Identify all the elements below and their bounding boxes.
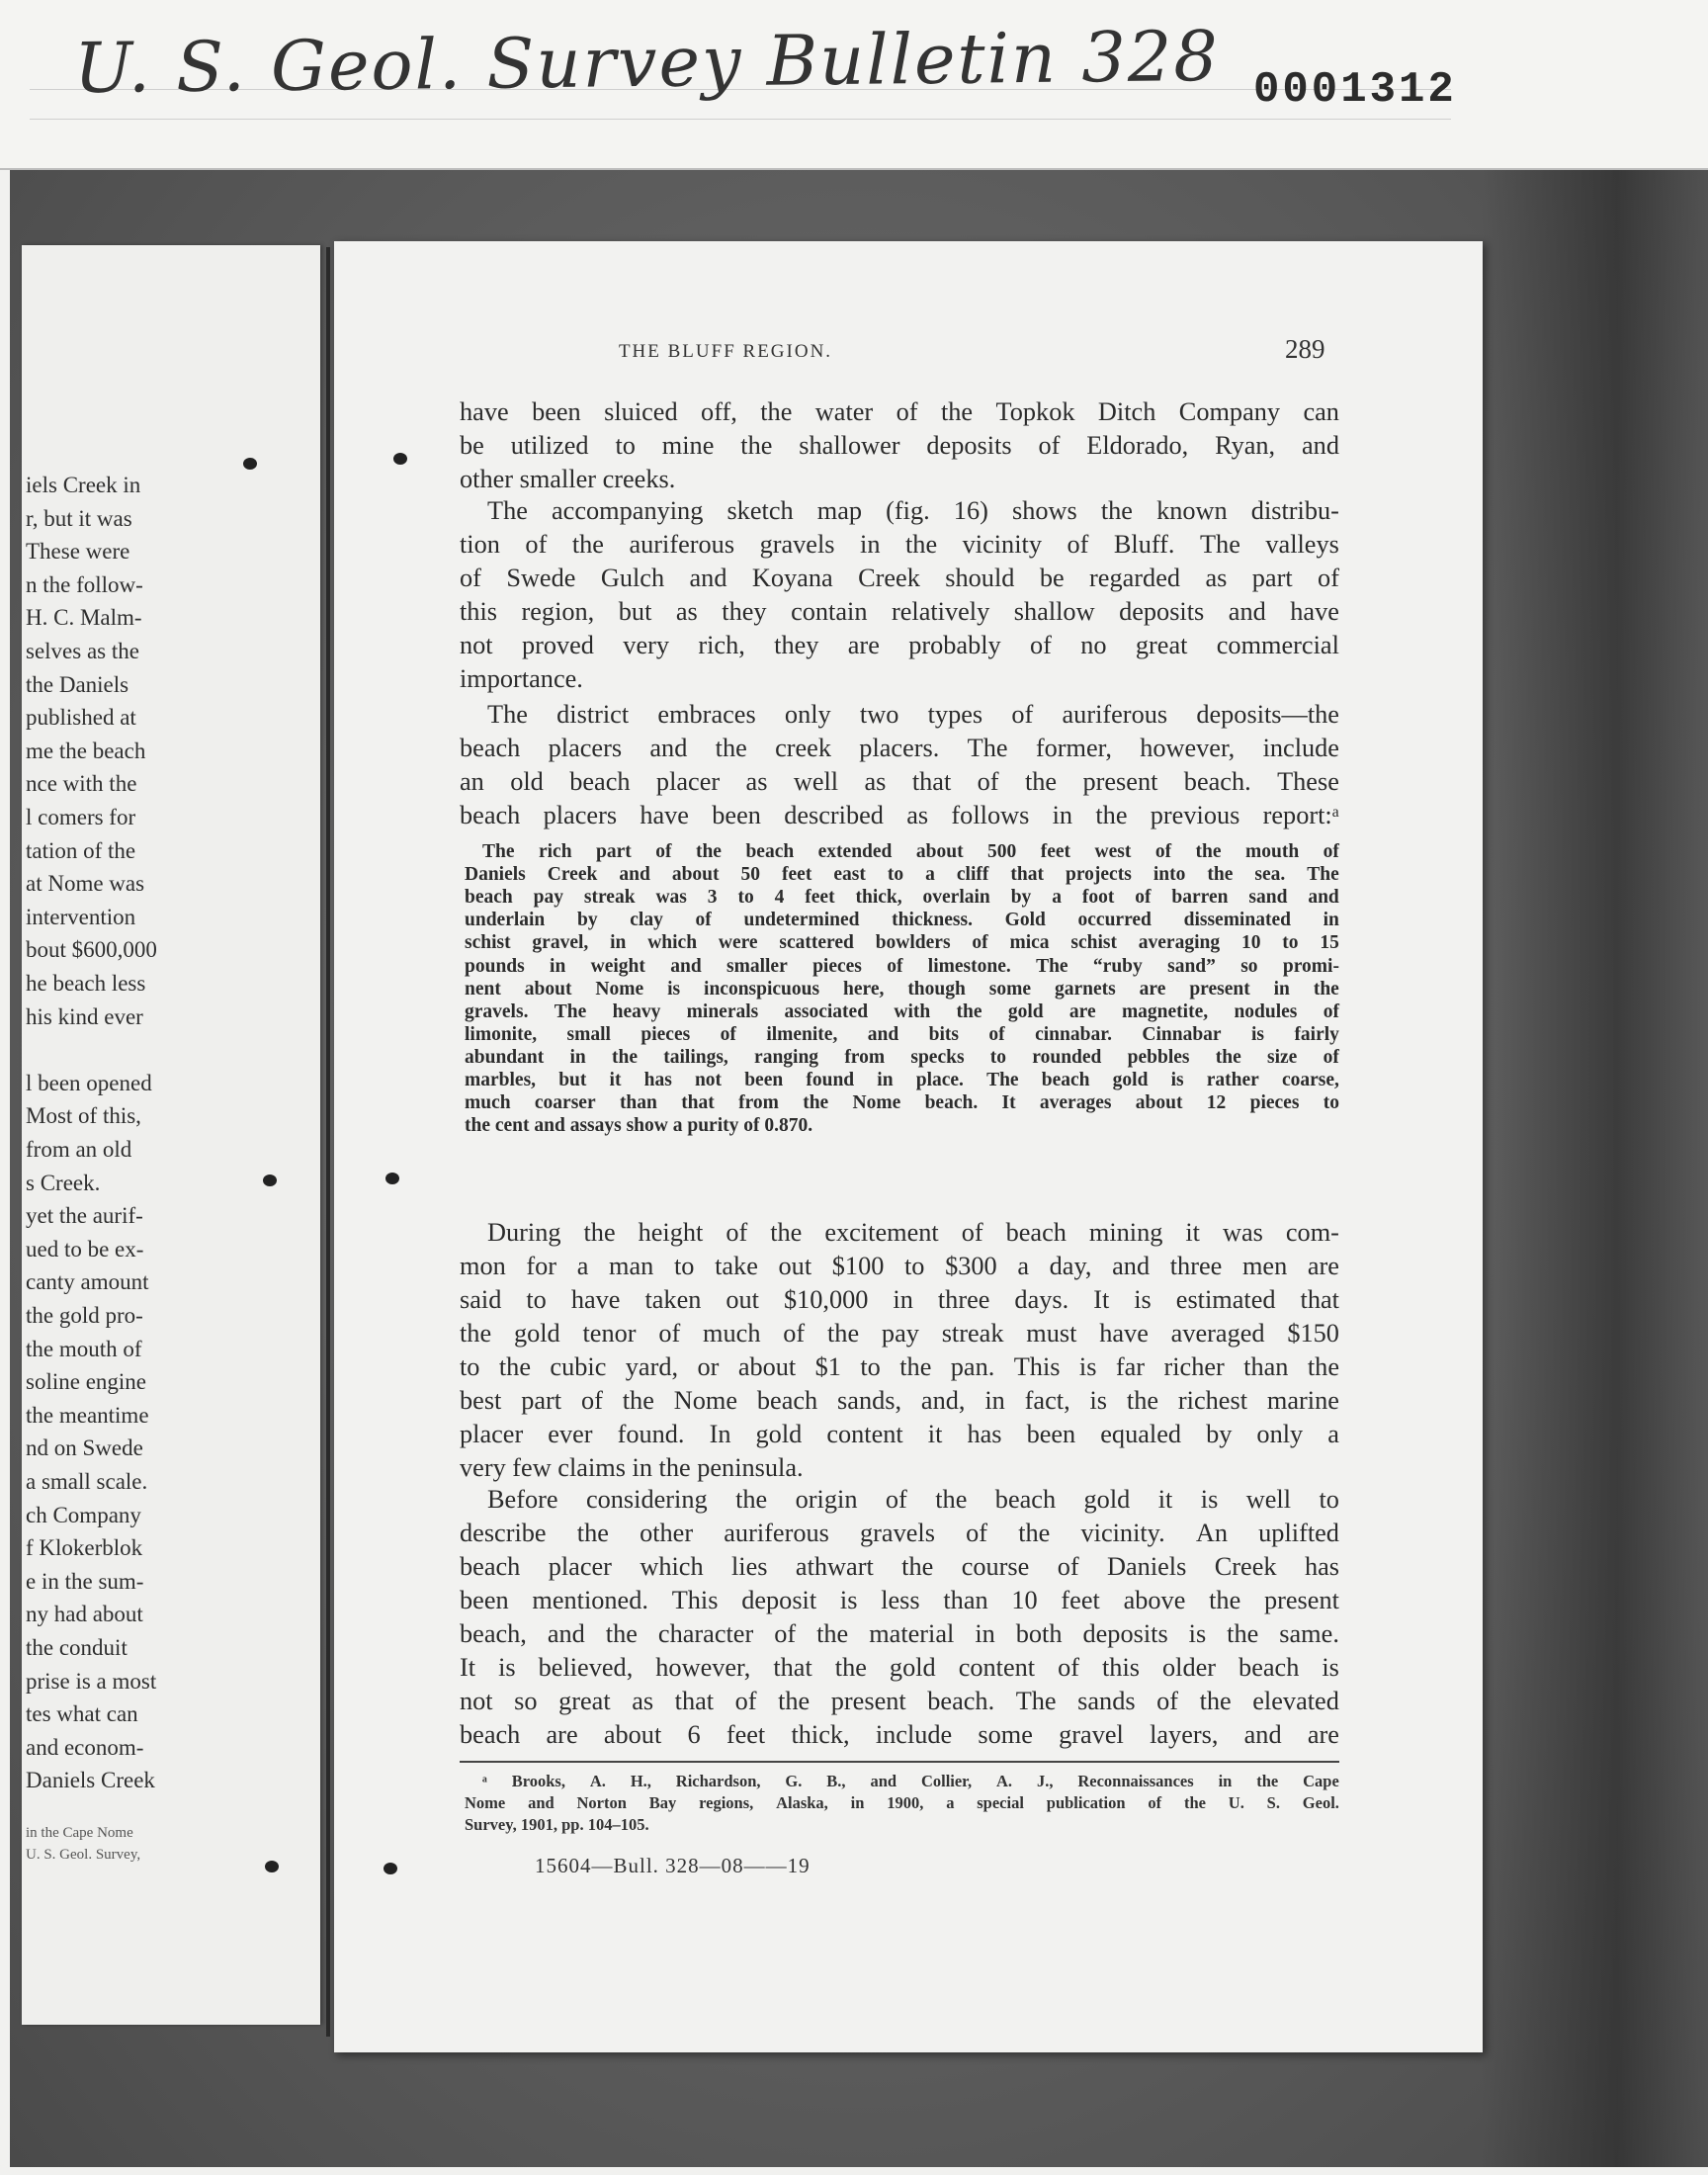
paragraph-1-line: be utilized to mine the shallower deposits of Eldorado, Ryan, and (460, 431, 1339, 460)
paragraph-1-line: have been sluiced off, the water of the Topkok Ditch Company can (460, 397, 1339, 426)
binding-hole (384, 1863, 397, 1874)
paragraph-4-line: said to have taken out $10,000 in three days. It is estimated that (460, 1285, 1339, 1314)
quote-line: nent about Nome is inconspicuous here, though some garnets are present in the (465, 978, 1339, 1000)
left-page-line: Most of this, (26, 1103, 141, 1129)
paragraph-5-line: beach, and the character of the material in both deposits is the same. (460, 1619, 1339, 1648)
quote-line: underlain by clay of undetermined thickness. Gold occurred disseminated in (465, 910, 1339, 931)
quote-line: gravels. The heavy minerals associated with the gold are magnetite, nodules of (465, 1000, 1339, 1022)
paragraph-2-line: not proved very rich, they are probably of no great commercial (460, 631, 1339, 659)
left-page-line: ued to be ex- (26, 1236, 144, 1262)
left-page-line: soline engine (26, 1369, 146, 1395)
handwritten-title: U. S. Geol. Survey Bulletin 328 (73, 15, 1221, 110)
left-page-footnote-line: U. S. Geol. Survey, (26, 1847, 141, 1863)
left-page-line: prise is a most (26, 1668, 157, 1694)
left-page-line: at Nome was (26, 871, 145, 897)
quote-line: pounds in weight and smaller pieces of limestone. The “ruby sand” so promi- (465, 955, 1339, 977)
label-rule (30, 119, 1451, 120)
left-page-line: s Creek. (26, 1170, 101, 1195)
quote-line: The rich part of the beach extended about 500 feet west of the mouth of (482, 841, 1339, 862)
left-page-line: tes what can (26, 1701, 138, 1727)
paragraph-3-line: an old beach placer as well as that of the present beach. These (460, 767, 1339, 796)
signature-line: 15604—Bull. 328—08——19 (535, 1854, 811, 1877)
paragraph-5-line: beach are about 6 feet thick, include some gravel layers, and are (460, 1720, 1339, 1749)
binding-hole (393, 453, 407, 465)
paragraph-2-line: of Swede Gulch and Koyana Creek should be regarded as part of (460, 564, 1339, 592)
quote-line: marbles, but it has not been found in place. The beach gold is rather coarse, (465, 1070, 1339, 1090)
running-head: THE BLUFF REGION. (618, 341, 833, 362)
left-page-line: his kind ever (26, 1003, 143, 1029)
paragraph-2-line: The accompanying sketch map (fig. 16) shows the known distribu- (487, 496, 1339, 525)
paragraph-5-line: beach placer which lies athwart the course of Daniels Creek has (460, 1552, 1339, 1581)
paragraph-5-line: not so great as that of the present beach. The sands of the elevated (460, 1687, 1339, 1715)
left-page-line: ny had about (26, 1602, 143, 1627)
left-page-line: bout $600,000 (26, 937, 157, 963)
book-gutter (326, 247, 330, 2037)
paragraph-2-line: importance. (460, 664, 583, 693)
quote-line: schist gravel, in which were scattered bowlders of mica schist averaging 10 to 15 (465, 932, 1339, 954)
left-page-line: l comers for (26, 805, 136, 829)
paragraph-4-line: very few claims in the peninsula. (460, 1453, 804, 1482)
paragraph-4-line: mon for a man to take out $100 to $300 a day, and three men are (460, 1252, 1339, 1280)
paragraph-5-line: It is believed, however, that the gold content of this older beach is (460, 1653, 1339, 1682)
left-page-line: he beach less (26, 971, 146, 996)
paragraph-1-line: other smaller creeks. (460, 465, 676, 493)
quote-line: limonite, small pieces of ilmenite, and bits of cinnabar. Cinnabar is fairly (465, 1023, 1339, 1045)
left-page-line: a small scale. (26, 1469, 148, 1494)
left-page-line: f Klokerblok (26, 1535, 143, 1561)
binding-hole (263, 1174, 277, 1186)
left-page-line: tation of the (26, 837, 136, 863)
stamp-number: 0001312 (1253, 65, 1457, 115)
paragraph-3-line: beach placers have been described as follows in the previous report:ᵃ (460, 801, 1339, 829)
left-page-line: These were (26, 539, 130, 565)
paragraph-4-line: best part of the Nome beach sands, and, in fact, is the richest marine (460, 1386, 1339, 1415)
left-page-line: selves as the (26, 639, 139, 663)
left-page-line: nd on Swede (26, 1436, 143, 1461)
paragraph-2-line: this region, but as they contain relatively shallow deposits and have (460, 597, 1339, 626)
left-page-line: yet the aurif- (26, 1203, 143, 1229)
left-page-line: intervention (26, 904, 136, 929)
quote-line: beach pay streak was 3 to 4 feet thick, overlain by a foot of barren sand and (465, 887, 1339, 909)
left-page-line: ch Company (26, 1502, 141, 1527)
quote-line: much coarser than that from the Nome beach. It averages about 12 pieces to (465, 1092, 1339, 1114)
left-page-line: the gold pro- (26, 1303, 143, 1328)
paragraph-5-line: Before considering the origin of the beach gold it is well to (487, 1485, 1339, 1514)
footnote-line: Nome and Norton Bay regions, Alaska, in 1900, a special publication of the U. S. Geol. (465, 1793, 1339, 1812)
footnote-rule (460, 1761, 1339, 1763)
left-page-line: the meantime (26, 1402, 149, 1428)
left-page-line: the Daniels (26, 671, 129, 697)
paragraph-3-line: beach placers and the creek placers. The former, however, include (460, 734, 1339, 762)
scan-shadow (1481, 170, 1708, 2167)
paragraph-4-line: the gold tenor of much of the pay streak must have averaged $150 (460, 1319, 1339, 1348)
footnote-line: ᵃ Brooks, A. H., Richardson, G. B., and Collier, A. J., Reconnaissances in the Cape (482, 1772, 1339, 1790)
paragraph-3-line: The district embraces only two types of auriferous deposits—the (487, 700, 1339, 729)
left-page-line: published at (26, 705, 136, 731)
footnote-line: Survey, 1901, pp. 104–105. (465, 1815, 649, 1834)
left-page-line: H. C. Malm- (26, 605, 142, 631)
left-page-line: the conduit (26, 1635, 128, 1660)
left-page-line: and econom- (26, 1734, 144, 1760)
quote-line: the cent and assays show a purity of 0.870. (465, 1115, 813, 1137)
paragraph-2-line: tion of the auriferous gravels in the vicinity of Bluff. The valleys (460, 530, 1339, 559)
left-page-fragment (22, 245, 320, 2025)
left-page-line: e in the sum- (26, 1568, 144, 1594)
quote-line: abundant in the tailings, ranging from specks to rounded pebbles the size of (465, 1046, 1339, 1068)
binding-hole (385, 1173, 399, 1184)
left-page-line: the mouth of (26, 1336, 142, 1361)
paragraph-5-line: describe the other auriferous gravels of the vicinity. An uplifted (460, 1519, 1339, 1547)
catalog-label-strip (0, 0, 1708, 170)
left-page-footnote-line: in the Cape Nome (26, 1825, 133, 1841)
left-page-line: n the follow- (26, 571, 143, 597)
paragraph-4-line: During the height of the excitement of beach mining it was com- (487, 1218, 1339, 1247)
left-page-line: iels Creek in (26, 473, 141, 497)
left-page-line: from an old (26, 1137, 132, 1162)
binding-hole (243, 458, 257, 470)
quote-line: Daniels Creek and about 50 feet east to a cliff that projects into the sea. The (465, 864, 1339, 886)
left-page-line: canty amount (26, 1269, 149, 1295)
binding-hole (265, 1861, 279, 1872)
left-page-line: Daniels Creek (26, 1768, 155, 1793)
paragraph-4-line: to the cubic yard, or about $1 to the pan. This is far richer than the (460, 1352, 1339, 1381)
paragraph-5-line: been mentioned. This deposit is less than 10 feet above the present (460, 1586, 1339, 1614)
page-number: 289 (1285, 334, 1325, 364)
left-page-line: r, but it was (26, 505, 132, 531)
left-page-line: me the beach (26, 738, 146, 763)
paragraph-4-line: placer ever found. In gold content it has been equaled by only a (460, 1420, 1339, 1448)
left-page-line: l been opened (26, 1070, 152, 1095)
left-page-line: nce with the (26, 771, 137, 797)
